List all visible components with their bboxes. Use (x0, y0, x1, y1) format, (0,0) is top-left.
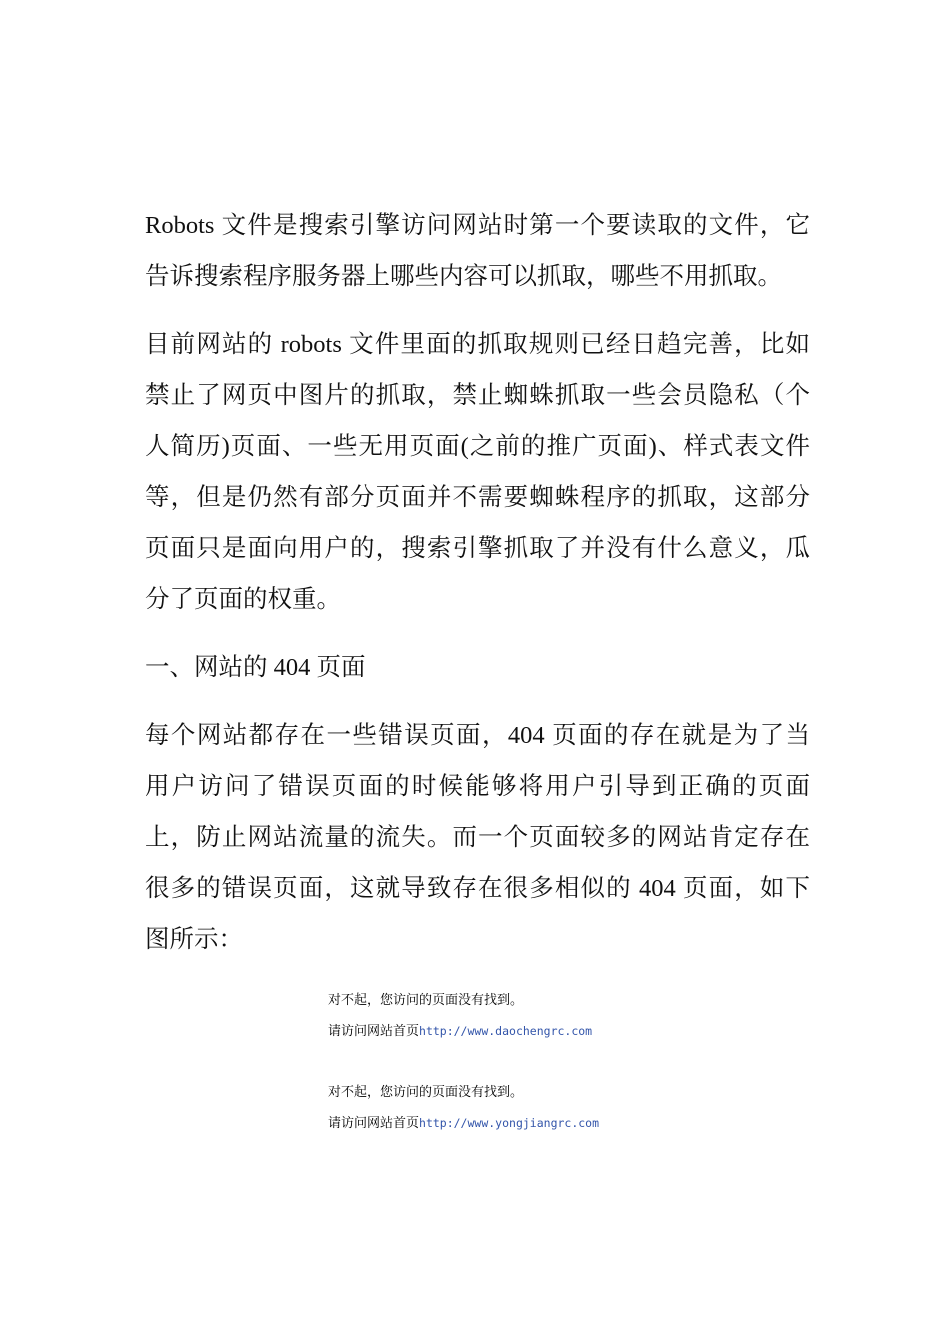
text-line: 禁止了网页中图片的抓取，禁止蜘蛛抓取一些会员隐私（个 (145, 382, 810, 409)
homepage-link-line (328, 1108, 648, 1138)
article-body (145, 200, 810, 982)
homepage-prefix: 请访问网站首页 (328, 1116, 420, 1131)
text-line: 上，防止网站流量的流失。而一个页面较多的网站肯定存在 (145, 824, 810, 851)
text-line: Robots 文件是搜索引擎访问网站时第一个要读取的文件，它 (145, 212, 810, 239)
homepage-url: http://www.yongjiangrc.com (419, 1116, 600, 1130)
paragraph-robots-intro (145, 200, 810, 302)
text-line: 分了页面的权重。 (145, 586, 341, 613)
text-line: 很多的错误页面，这就导致存在很多相似的 404 页面，如下 (145, 875, 810, 902)
paragraph-robots-rules (145, 319, 810, 625)
figure-spacer (328, 1046, 648, 1078)
text-line: 页面只是面向用户的，搜索引擎抓取了并没有什么意义，瓜 (145, 535, 810, 562)
homepage-prefix: 请访问网站首页 (328, 1024, 420, 1039)
figure-404-examples (328, 986, 648, 1138)
text-line: 目前网站的 robots 文件里面的抓取规则已经日趋完善，比如 (145, 331, 810, 358)
text-line: 每个网站都存在一些错误页面，404 页面的存在就是为了当 (145, 722, 810, 749)
paragraph-404-pages (145, 710, 810, 965)
text-line: 人简历)页面、一些无用页面(之前的推广页面)、样式表文件 (145, 433, 810, 460)
homepage-url: http://www.daochengrc.com (419, 1024, 593, 1038)
text-line: 告诉搜索程序服务器上哪些内容可以抓取，哪些不用抓取。 (145, 263, 782, 290)
section-heading-404: 一、网站的 404 页面 (145, 654, 366, 681)
error-message: 对不起，您访问的页面没有找到。 (328, 1085, 524, 1100)
text-line: 用户访问了错误页面的时候能够将用户引导到正确的页面 (145, 773, 810, 800)
homepage-link-line (328, 1016, 648, 1046)
error-message: 对不起，您访问的页面没有找到。 (328, 993, 524, 1008)
text-line: 等，但是仍然有部分页面并不需要蜘蛛程序的抓取，这部分 (145, 484, 810, 511)
text-line: 图所示： (145, 926, 243, 953)
